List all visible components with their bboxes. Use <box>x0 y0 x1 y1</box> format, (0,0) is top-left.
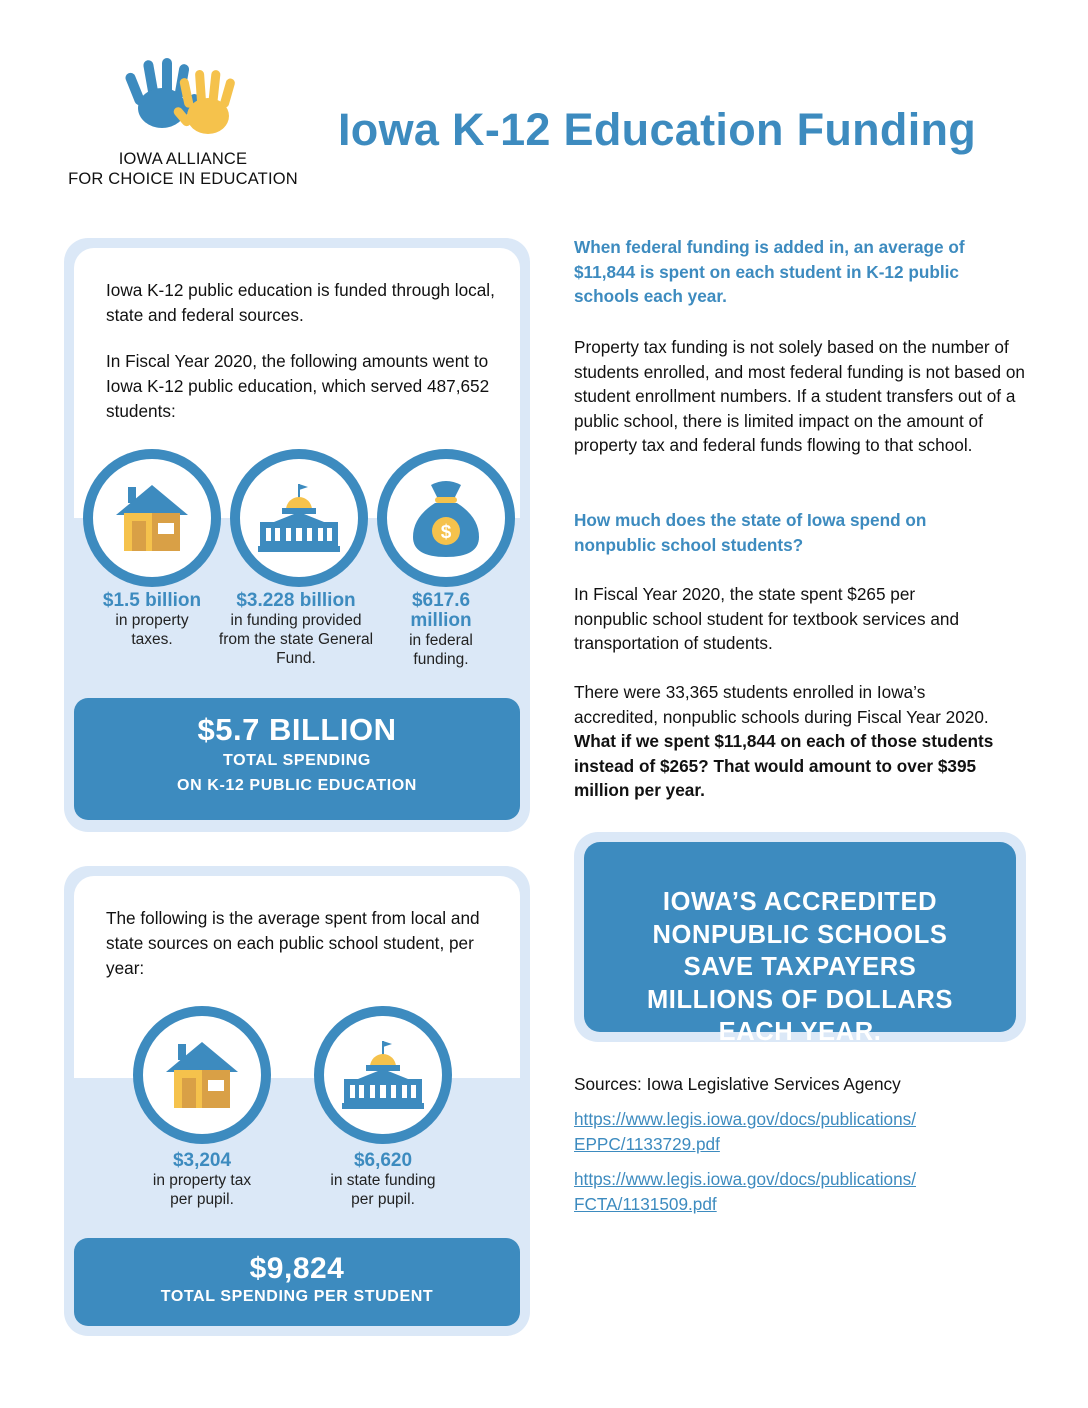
stat-amount: $3,204 <box>172 1150 232 1171</box>
stat-description: in funding provided from the state General Fund. <box>218 612 374 667</box>
federal-funding-stat <box>391 591 491 669</box>
source-link-1-line2[interactable]: EPPC/1133729.pdf <box>574 1134 720 1154</box>
per-student-total-label: TOTAL SPENDING PER STUDENT <box>160 1288 434 1305</box>
per-student-total-amount: $9,824 <box>249 1252 345 1285</box>
total-spending-label-2: ON K-12 PUBLIC EDUCATION <box>177 777 417 794</box>
total-spending-label: TOTAL SPENDING <box>223 752 371 769</box>
sources-label: Sources: Iowa Legislative Services Agency <box>574 1074 901 1094</box>
state-funding-per-pupil-stat <box>313 1151 453 1209</box>
source-link-2-line1[interactable]: https://www.legis.iowa.gov/docs/publications/ <box>574 1169 917 1189</box>
house-icon <box>114 483 190 553</box>
state-funding-circle <box>230 449 368 587</box>
capitol-building-icon <box>340 1039 426 1111</box>
state-funding-stat <box>214 591 378 668</box>
nonpublic-question-heading: How much does the state of Iowa spend on nonpublic school students? <box>574 510 927 555</box>
logo-text-line2: FOR CHOICE IN EDUCATION <box>68 170 298 188</box>
source-link-1[interactable] <box>574 1107 916 1157</box>
property-tax-explanation: Property tax funding is not solely based on the number of students enrolled, and most federal funding is not based on student enrollment numbers. If a student transfers out of a public school, there is limited impact on the amount of property tax and federal funds flowing to that school. <box>574 337 1025 455</box>
property-tax-stat <box>82 591 222 649</box>
property-tax-circle <box>83 449 221 587</box>
house-icon <box>164 1040 240 1110</box>
nonpublic-enrollment-text <box>574 680 1014 803</box>
capitol-building-icon <box>256 482 342 554</box>
property-tax-per-pupil-stat <box>132 1151 272 1209</box>
state-funding-per-pupil-circle <box>314 1006 452 1144</box>
property-tax-per-pupil-circle <box>133 1006 271 1144</box>
savings-callout-text: IOWA’S ACCREDITED NONPUBLIC SCHOOLS SAVE TAXPAYERS MILLIONS OF DOLLARS EACH YEAR. <box>646 888 954 1046</box>
stat-amount: $6,620 <box>353 1150 413 1171</box>
nonpublic-spending-text: In Fiscal Year 2020, the state spent $265 per nonpublic school student for textbook services and transportation of students. <box>574 584 960 653</box>
money-bag-icon <box>413 479 479 557</box>
federal-average-lead: When federal funding is added in, an average of $11,844 is spent on each student in K-12 public schools each year. <box>574 237 965 306</box>
organization-logo <box>60 56 310 196</box>
source-link-2-line2[interactable]: FCTA/1131509.pdf <box>574 1194 717 1214</box>
stat-amount: $617.6 million <box>410 590 472 631</box>
stat-description: in property taxes. <box>115 612 189 648</box>
source-link-1-line1[interactable]: https://www.legis.iowa.gov/docs/publications/ <box>574 1109 917 1129</box>
savings-callout <box>574 832 1026 1046</box>
stat-description: in property tax per pupil. <box>152 1172 252 1208</box>
fiscal-year-text: In Fiscal Year 2020, the following amounts went to Iowa K-12 public education, which served 487,652 students: <box>106 351 490 421</box>
stat-amount: $1.5 billion <box>102 590 202 611</box>
hands-logo-icon <box>122 56 247 138</box>
enrollment-bold-text: What if we spent $11,844 on each of those students instead of $265? That would amount to over $395 million per year. <box>574 731 994 800</box>
enrollment-text: There were 33,365 students enrolled in Iowa’s accredited, nonpublic schools during Fiscal Year 2020. <box>574 682 989 727</box>
stat-description: in federal funding. <box>409 632 473 668</box>
svg-text:$: $ <box>440 522 452 543</box>
savings-callout-box <box>584 842 1016 1046</box>
per-student-intro-text: The following is the average spent from local and state sources on each public school student, per year: <box>106 908 480 978</box>
total-spending-amount: $5.7 BILLION <box>197 712 397 747</box>
stat-amount: $3.228 billion <box>236 590 356 611</box>
funding-intro-text: Iowa K-12 public education is funded through local, state and federal sources. <box>106 280 495 325</box>
federal-funding-circle <box>377 449 515 587</box>
per-student-total-banner <box>74 1238 520 1326</box>
source-link-2[interactable] <box>574 1167 916 1217</box>
total-spending-banner <box>74 698 520 820</box>
stat-description: in state funding per pupil. <box>330 1172 436 1208</box>
page-title: Iowa K-12 Education Funding <box>338 104 977 155</box>
logo-text-line1: IOWA ALLIANCE <box>118 150 248 168</box>
